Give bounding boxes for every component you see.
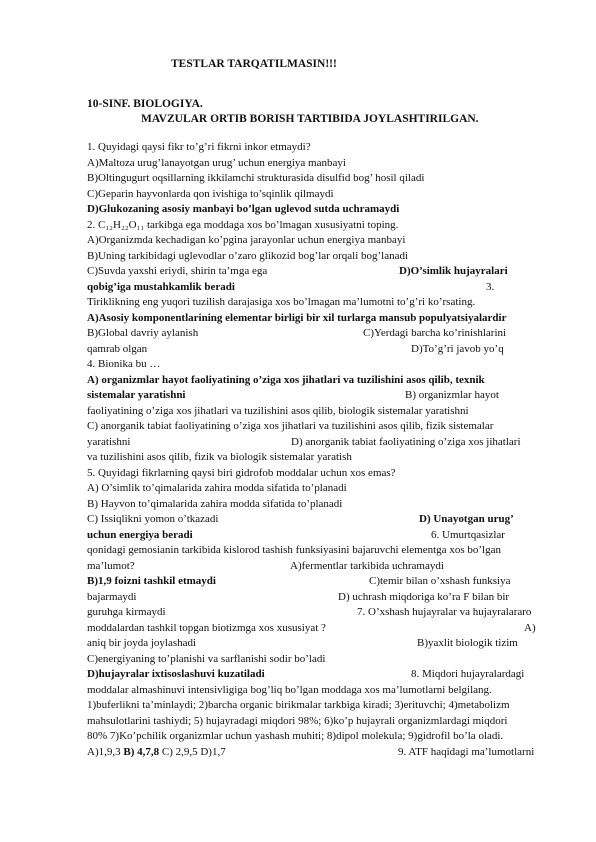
line-text-tail: C) 2,9,5 D)1,7 [159,745,226,758]
line-text: C) anorganik tabiat faoliyatining o’ziga xos jihatlari va tuzilishini asos qilib, fizik sistemalar [87,420,494,432]
text-line [87,187,557,203]
warning-title: TESTLAR TARQATILMASIN!!! [171,58,337,70]
text-line [87,683,557,699]
line-text: B)Global davriy aylanish [87,327,199,339]
text-line [87,481,557,497]
text-line [87,218,557,234]
line-text: C)Suvda yaxshi eriydi, shirin ta’mga ega [87,265,268,277]
text-line [87,714,557,730]
line-text-right: D) Unayotgan urug’ [419,513,514,525]
text-line [87,528,557,544]
text-line [87,388,557,404]
text-line [87,202,557,218]
text-line [87,590,557,606]
line-text: yaratishni [87,435,131,448]
text-line [87,249,557,265]
line-text: qamrab olgan [87,342,148,355]
line-text-right: A)fermentlar tarkibida uchramaydi [290,559,444,572]
text-line [87,667,557,683]
line-text: 4. Bionika bu … [87,358,161,370]
line-text: D)hujayralar ixtisoslashuvi kuzatiladi [87,668,265,680]
text-line [87,404,557,420]
line-text: moddalardan tashkil topgan biotizmga xos xususiyat ? [87,621,326,634]
line-text: A)1,9,3 B) 4,7,8 C) 2,9,5 D)1,7 [87,745,226,758]
line-text-right: D) uchrash miqdoriga ko’ra F bilan bir [338,590,510,603]
text-line [87,605,557,621]
line-text-right: D)To’g’ri javob yo’q [411,342,504,355]
line-text-right: B) organizmlar hayot [405,389,499,401]
line-text: 1. Quyidagi qaysi fikr to’g’ri fikrni inkor etmaydi? [87,141,311,153]
text-line [87,373,557,389]
line-text: Tiriklikning eng yuqori tuzilish darajasiga xos bo’lmagan ma’lumotni to’g’ri ko’rsating. [87,296,476,308]
text-line [87,233,557,249]
text-line [87,435,557,451]
text-line [87,264,557,280]
text-line [87,357,557,373]
line-text-right: 9. ATF haqidagi ma’lumotlarni [398,745,535,758]
line-text: guruhga kirmaydi [87,606,166,618]
line-text: mahsulotlarini tashiydi; 5) hujayradagi miqdori 98%; 6)ko’p hujayrali organizmlardagi miqdori [87,714,508,727]
text-line [87,698,557,714]
line-text-right: C)temir bilan o’xshash funksiya [369,575,511,587]
text-line [87,466,557,482]
line-text: A)Maltoza urug’lanayotgan urug’ uchun energiya manbayi [87,156,346,169]
text-line [87,171,557,187]
line-text-right: C)Yerdagi barcha ko’rinishlarini [363,327,507,339]
line-text: va tuzilishini asos qilib, fizik va biologik sistemalar yaratish [87,451,352,463]
text-line [87,729,557,745]
sub-title: MAVZULAR ORTIB BORISH TARTIBIDA JOYLASHTIRILGAN. [141,113,479,125]
line-text-right: 7. O’xshash hujayralar va hujayralararo [357,606,532,618]
line-text: 2. C₁₂H₂₂O₁₁ tarkibga ega moddaga xos bo’lmagan xususiyatni toping. [87,218,399,231]
line-text: A) O’simlik to’qimalarida zahira modda sifatida to’planadi [87,482,347,494]
text-line [87,497,557,513]
line-text: B) Hayvon to’qimalarida zahira modda sifatida to’planadi [87,497,343,510]
text-line [87,419,557,435]
line-text-right: D) anorganik tabiat faoliyatining o’ziga xos jihatlari [291,435,521,448]
text-line [87,559,557,575]
line-text: D)Glukozaning asosiy manbayi bo’lgan uglevod sutda uchramaydi [87,203,400,215]
text-line [87,621,557,637]
line-text: aniq bir joyda joylashadi [87,637,197,649]
line-text: C)Geparin hayvonlarda qon ivishiga to’sqinlik qilmaydi [87,187,334,200]
question-body [87,140,557,760]
line-text: sistemalar yaratishni [87,389,186,401]
line-text: A)Organizmda kechadigan ko’pgina jarayonlar uchun energiya manbayi [87,234,406,246]
text-line [87,512,557,528]
text-line [87,543,557,559]
line-text: A)Asosiy komponentlarining elementar birligi bir xil turlarga mansub populyatsiyalardir [87,311,507,324]
text-line [87,745,557,761]
text-line [87,574,557,590]
line-text: faoliyatining o’ziga xos jihatlari va tuzilishini asos qilib, biologik sistemalar yaratishni [87,404,469,417]
line-text: bajarmaydi [87,590,137,603]
line-text-right: A) [524,621,536,634]
line-text-right: 6. Umurtqasizlar [431,528,505,541]
line-text: B)Oltingugurt oqsillarning ikkilamchi strukturasida disulfid bog’ hosil qiladi [87,172,425,184]
line-text: uchun energiya beradi [87,528,193,541]
line-text: A) organizmlar hayot faoliyatining o’ziga xos jihatlari va tuzilishini asos qilib, texnik [87,373,485,386]
text-line [87,342,557,358]
class-title: 10-SINF. BIOLOGIYA. [87,98,203,110]
text-line [87,140,557,156]
line-text: 5. Quyidagi fikrlarning qaysi biri gidrofob moddalar uchun xos emas? [87,466,396,479]
line-text: moddalar almashinuvi intensivligiga bog’liq bo’lgan moddaga xos ma’lumotlarni belgilang. [87,683,492,696]
line-text: 1)buferlikni ta’minlaydi; 2)barcha organic birikmalar tarkbiga kiradi; 3)erituvchi; 4)metabolizm [87,699,510,711]
text-line [87,280,557,296]
line-text: B)1,9 foizni tashkil etmaydi [87,575,216,587]
text-line [87,156,557,172]
text-line [87,295,557,311]
line-text: C) Issiqlikni yomon o’tkazadi [87,513,219,525]
line-text: qonidagi gemosianin tarkibida kislorod tashish funksiyasini bajaruvchi elementga xos bo’lgan [87,544,501,556]
text-line [87,326,557,342]
line-text: ma’lumot? [87,559,135,572]
line-text-right: B)yaxlit biologik tizim [417,637,518,649]
line-text: B)Uning tarkibidagi uglevodlar o’zaro glikozid bog’lar orqali bog’lanadi [87,249,409,262]
line-text-right: D)O’simlik hujayralari [399,265,508,277]
text-line [87,652,557,668]
text-line [87,636,557,652]
line-text-right: 3. [486,280,495,293]
line-text: C)energiyaning to’planishi va sarflanishi sodir bo’ladi [87,652,326,665]
text-line [87,450,557,466]
line-text: qobig’iga mustahkamlik beradi [87,280,235,293]
answer-highlight: B) 4,7,8 [123,745,160,758]
line-text: 80% 7)Ko’pchilik organizmlar uchun yashash muhiti; 8)dipol molekula; 9)gidrofil bo’la oladi. [87,730,504,742]
line-text-right: 8. Miqdori hujayralardagi [411,668,525,680]
text-line [87,311,557,327]
